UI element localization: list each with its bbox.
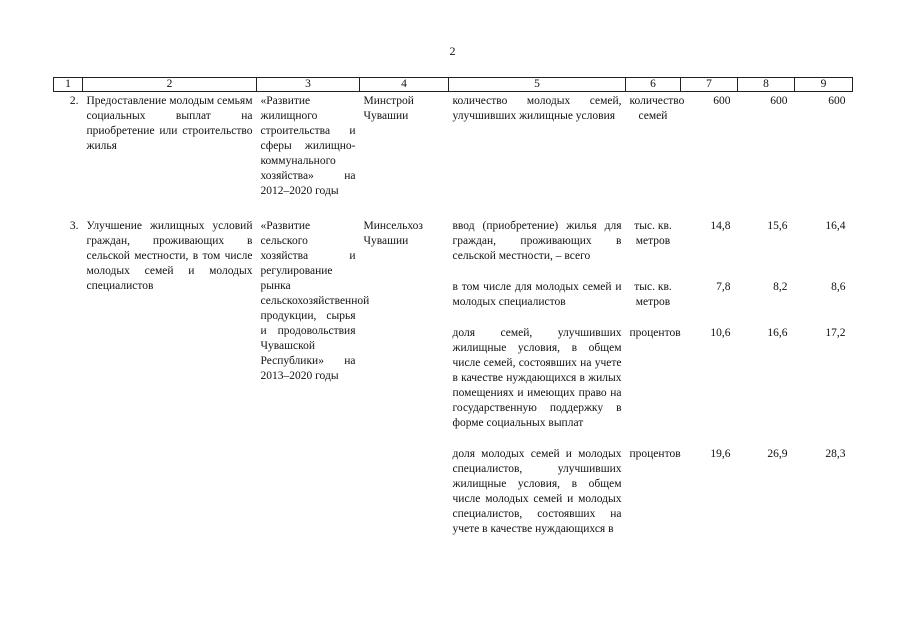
value-col9: 17,2 [825, 327, 846, 339]
measure-cell: Предоставление молодым семьям социальных выплат на приобретение или строительство жилья [86, 95, 253, 152]
value-col8: 15,6 [767, 220, 788, 232]
indicator-name: в том числе для молодых семей и молодых специалистов [452, 281, 622, 308]
page-number: 2 [449, 44, 456, 58]
col-header: 6 [626, 78, 681, 92]
col-header: 2 [83, 78, 257, 92]
value-col7: 10,6 [710, 327, 731, 339]
value-col7: 7,8 [716, 281, 731, 293]
value-col8: 8,2 [773, 281, 788, 293]
table-row [54, 92, 853, 218]
header-row [54, 78, 853, 92]
col-header: 4 [360, 78, 449, 92]
indicator-name: доля молодых семей и молодых специалистов, улучшивших жилищные условия, в общем числе молодых семей и молодых специалистов, состоявших на учете в качестве нуждающихся в [452, 448, 622, 535]
value-col7: 19,6 [710, 448, 731, 460]
value-col9: 28,3 [825, 448, 846, 460]
value-col9: 8,6 [831, 281, 846, 293]
indicator-name: доля семей, улучшивших жилищные условия, в общем числе семей, состоявших на учете в качестве нуждающихся в жилых помещениях и имеющих право на государственную поддержку в форме социальных выплат [452, 327, 622, 429]
value-col8: 26,9 [767, 448, 788, 460]
row-number: 3. [69, 220, 79, 232]
value-col7: 600 [713, 95, 731, 107]
indicator-name: ввод (приобретение) жилья для граждан, проживающих в сельской местности, – всего [452, 220, 622, 262]
col-header: 3 [257, 78, 360, 92]
indicator-name: количество молодых семей, улучшивших жилищные условия [452, 95, 622, 122]
indicator-unit: процентов [629, 327, 681, 339]
col-header: 1 [54, 78, 83, 92]
col-header: 8 [738, 78, 795, 92]
value-col9: 600 [828, 95, 846, 107]
col-header: 7 [681, 78, 738, 92]
indicators-table [53, 77, 853, 537]
table-row [54, 217, 853, 278]
value-col8: 16,6 [767, 327, 788, 339]
col-header: 9 [795, 78, 853, 92]
measure-cell: Улучшение жилищных условий граждан, проживающих в сельской местности, в том числе молодых семей и молодых специалистов [86, 220, 253, 292]
indicator-unit: количество семей [629, 95, 685, 122]
indicator-unit: процентов [629, 448, 681, 460]
col-header: 5 [449, 78, 626, 92]
value-col8: 600 [770, 95, 788, 107]
ministry-cell: Минстрой Чувашии [363, 95, 414, 122]
program-cell: «Развитие сельского хозяйства и регулирование рынка сельскохозяйственной продукции, сырья и продовольствия Чувашской Республики» на 2013–2020 годы [260, 220, 370, 382]
program-cell: «Развитие жилищного строительства и сферы жилищно-коммунального хозяйства» на 2012–2020 годы [260, 95, 356, 197]
indicator-unit: тыс. кв. метров [634, 281, 672, 308]
row-number: 2. [69, 95, 79, 107]
indicator-unit: тыс. кв. метров [634, 220, 672, 247]
ministry-cell: Минсельхоз Чувашии [363, 220, 423, 247]
value-col9: 16,4 [825, 220, 846, 232]
value-col7: 14,8 [710, 220, 731, 232]
